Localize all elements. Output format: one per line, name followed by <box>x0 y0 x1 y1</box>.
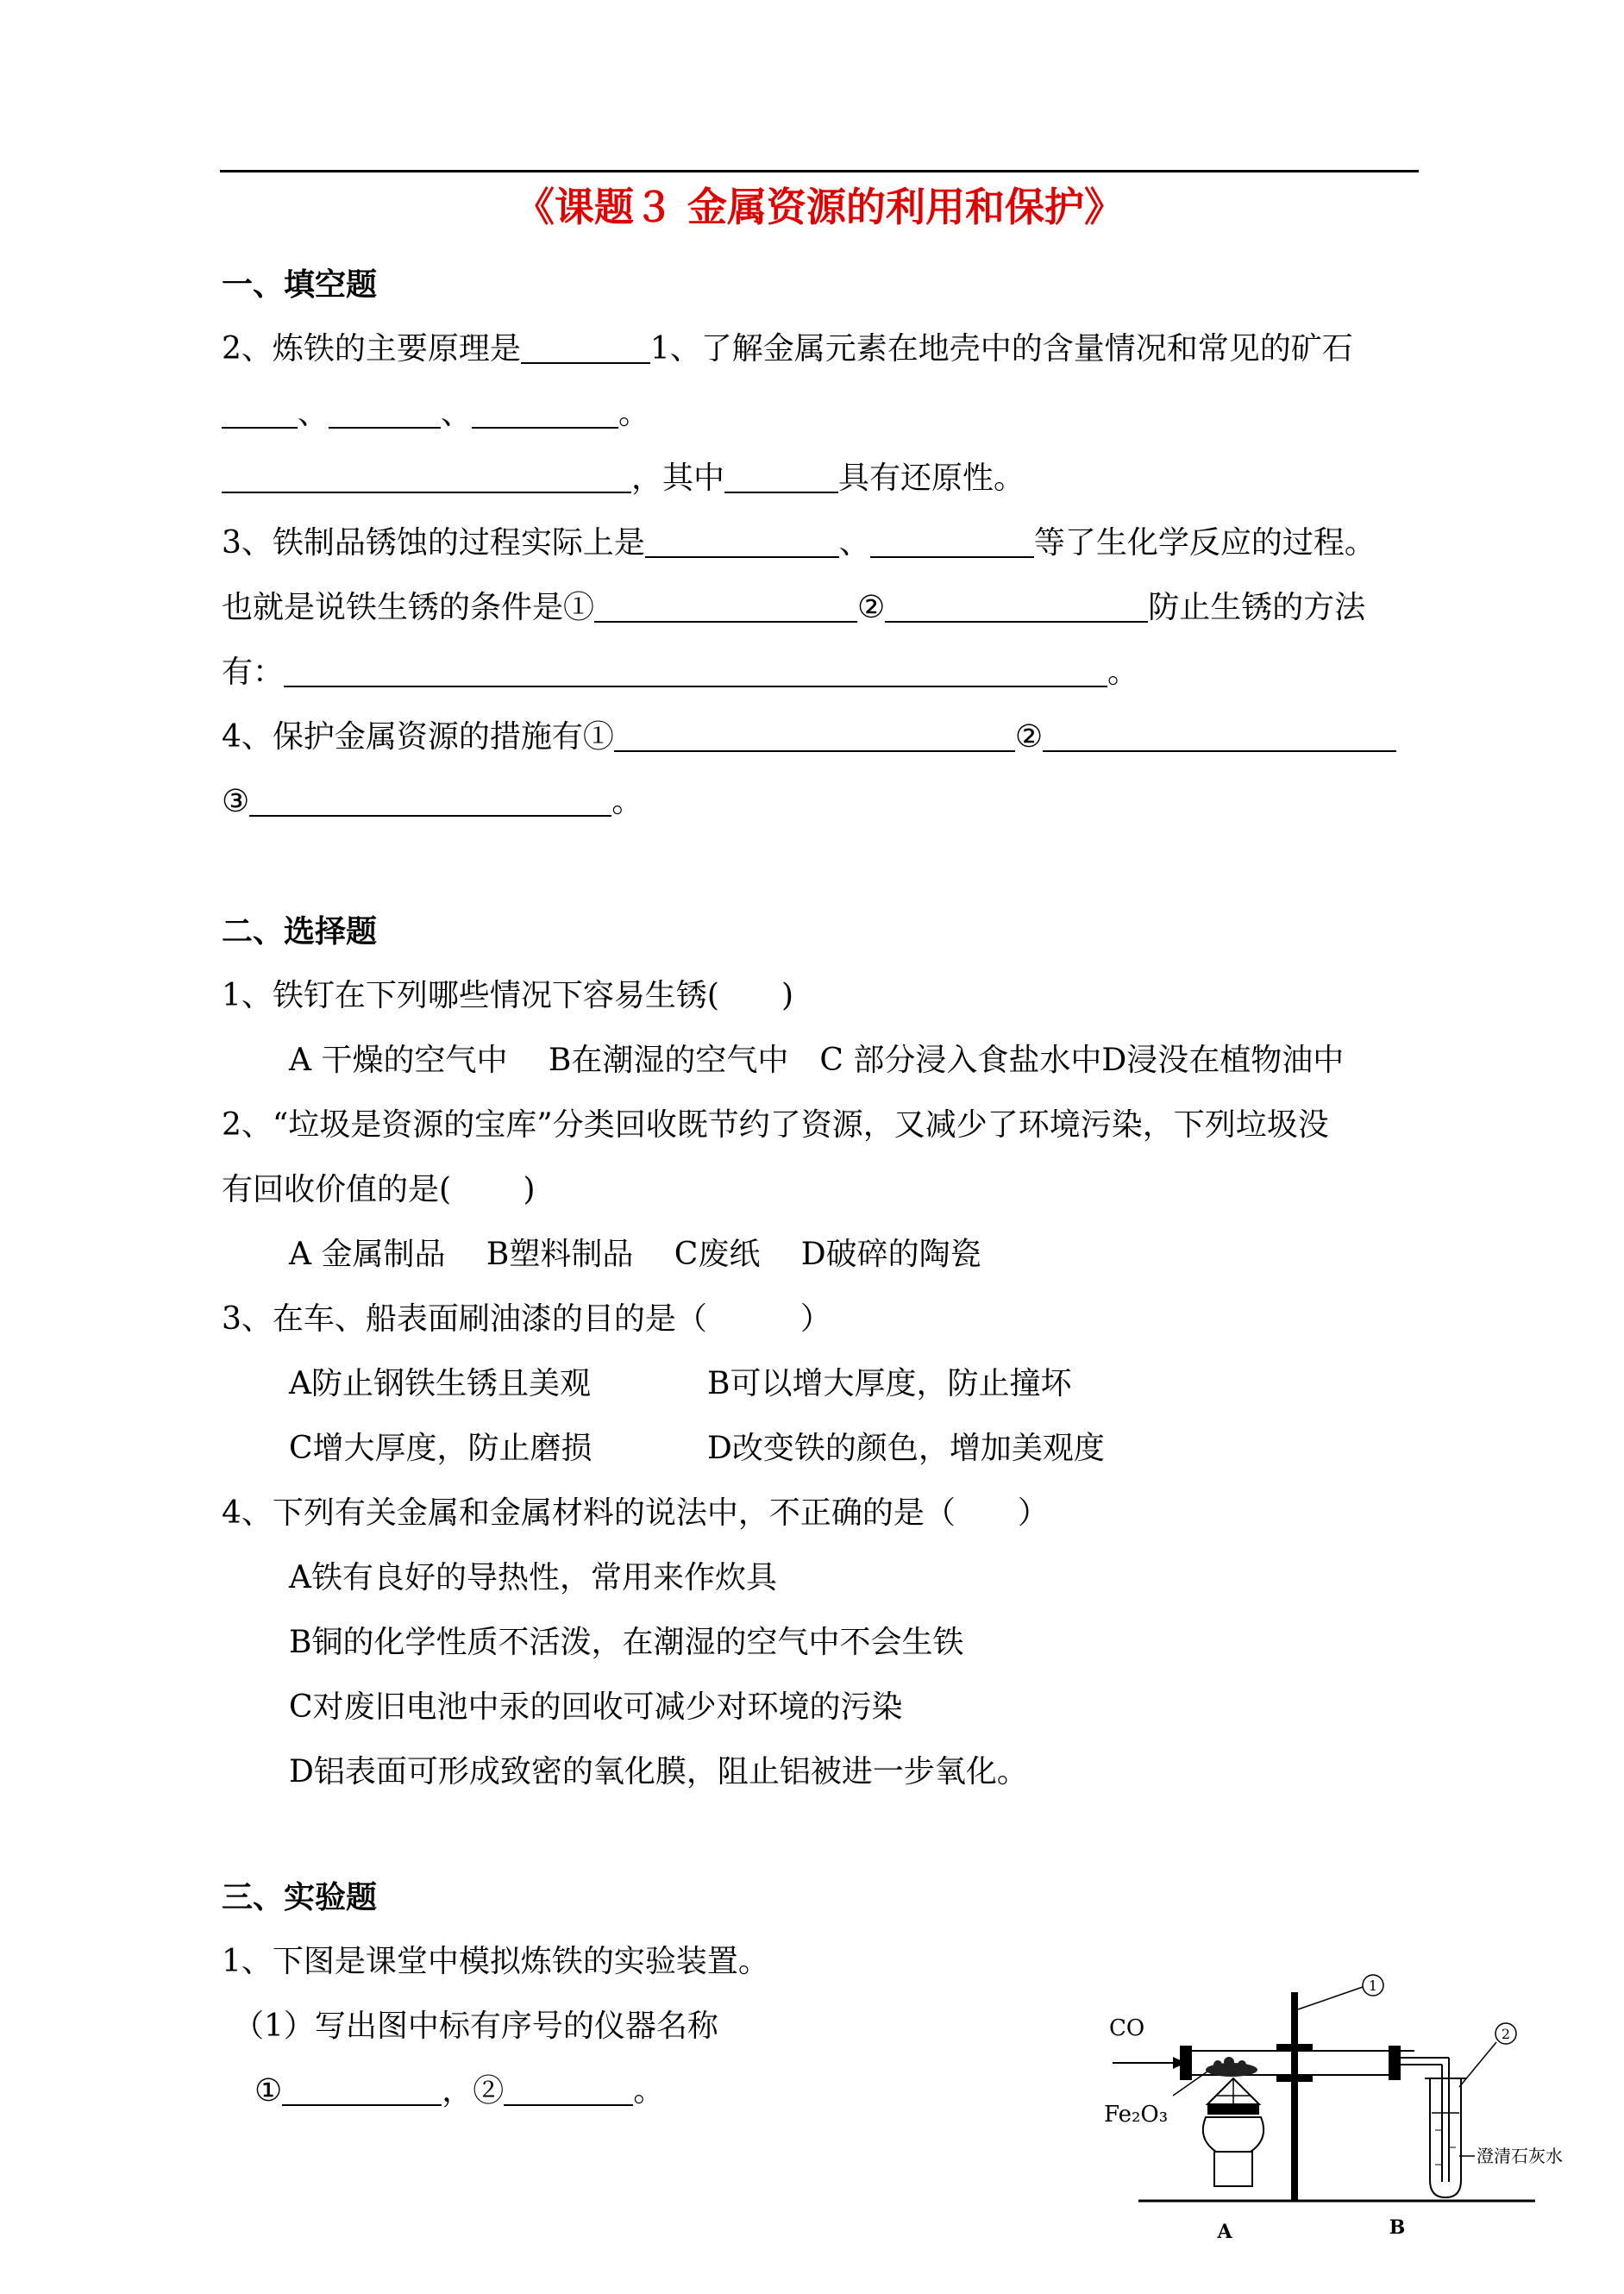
section-heading-experiment: 三、实验题 <box>222 1879 378 1915</box>
label-a: A <box>1217 2221 1232 2243</box>
section-heading-choice: 二、选择题 <box>222 913 378 950</box>
separator: 、 <box>298 396 329 431</box>
question-line <box>222 457 1025 500</box>
section-heading-fill-in: 一、填空题 <box>222 266 378 303</box>
question-line <box>222 522 1376 565</box>
punctuation: 。 <box>611 784 643 819</box>
question-text: （1）写出图中标有序号的仪器名称 <box>233 2009 718 2044</box>
question-line <box>254 2070 664 2113</box>
answer-blank[interactable] <box>594 589 857 624</box>
answer-blank[interactable] <box>521 330 650 365</box>
punctuation: 。 <box>633 2073 665 2109</box>
question-line <box>222 586 1365 630</box>
answer-blank[interactable] <box>222 395 298 429</box>
question-text: 3、铁制品锈蚀的过程实际上是 <box>222 525 645 561</box>
label-number-2: 2 <box>1501 2026 1511 2042</box>
option-b: B铜的化学性质不活泼，在潮湿的空气中不会生铁 <box>289 1625 964 1660</box>
options-text: A 金属制品 B塑料制品 C废纸 D破碎的陶瓷 <box>289 1237 981 1272</box>
answer-blank[interactable] <box>249 783 611 818</box>
label-limewater: 澄清石灰水 <box>1477 2146 1563 2166</box>
separator: ，② <box>442 2073 505 2109</box>
question-text: 有： <box>222 655 285 690</box>
answer-blank[interactable] <box>284 654 1107 688</box>
question-text: 也就是说铁生锈的条件是① <box>222 590 595 625</box>
question-line <box>222 328 1353 371</box>
question-text: 3、在车、船表面刷油漆的目的是（ ） <box>222 1301 831 1337</box>
question-line <box>222 780 643 824</box>
question-line <box>222 716 1396 759</box>
question-text: 1、下图是课堂中模拟炼铁的实验装置。 <box>222 1944 769 1979</box>
answer-blank[interactable] <box>282 2072 442 2107</box>
question-text: 具有还原性。 <box>838 461 1025 496</box>
question-text: 4、下列有关金属和金属材料的说法中，不正确的是（ ） <box>222 1495 1049 1531</box>
answer-blank[interactable] <box>885 589 1148 624</box>
marker: ② <box>857 590 886 625</box>
page-title: 《课题３ 金属资源的利用和保护》 <box>514 184 1124 230</box>
marker: ② <box>1014 719 1044 755</box>
option-c: C增大厚度，防止磨损 <box>289 1431 593 1466</box>
question-text: 有回收价值的是( ) <box>222 1172 536 1207</box>
question-text: 等了生化学反应的过程。 <box>1033 525 1376 561</box>
marker: ① <box>254 2073 283 2109</box>
label-co: CO <box>1109 2015 1145 2041</box>
question-text: 1、铁钉在下列哪些情况下容易生锈( ) <box>222 978 793 1013</box>
question-text: 1、了解金属元素在地壳中的含量情况和常见的矿石 <box>649 331 1353 367</box>
answer-blank[interactable] <box>614 718 1015 753</box>
marker: ③ <box>222 784 250 819</box>
answer-blank[interactable] <box>1043 718 1396 753</box>
punctuation: 。 <box>618 396 650 431</box>
answer-blank[interactable] <box>329 395 441 429</box>
option-c: C对废旧电池中汞的回收可减少对环境的污染 <box>289 1689 903 1725</box>
question-text: 2、“垃圾是资源的宝库”分类回收既节约了资源，又减少了环境污染，下列垃圾没 <box>222 1107 1329 1143</box>
answer-blank[interactable] <box>870 524 1034 559</box>
option-d: D改变铁的颜色，增加美观度 <box>707 1431 1105 1466</box>
options-text: A 干燥的空气中 B在潮湿的空气中 C 部分浸入食盐水中D浸没在植物油中 <box>289 1043 1345 1078</box>
header-rule <box>220 170 1419 172</box>
label-b: B <box>1389 2216 1406 2239</box>
option-a: A铁有良好的导热性，常用来作炊具 <box>289 1560 777 1595</box>
punctuation: 。 <box>1107 655 1139 690</box>
answer-blank[interactable] <box>472 395 618 429</box>
separator: 、 <box>441 396 473 431</box>
label-fe2o3: Fe₂O₃ <box>1104 2102 1169 2128</box>
answer-blank[interactable] <box>645 524 839 559</box>
option-a: A防止钢铁生锈且美观 <box>289 1366 591 1401</box>
answer-blank[interactable] <box>222 460 631 494</box>
question-text: 4、保护金属资源的措施有① <box>222 719 614 755</box>
label-number-1: 1 <box>1368 1977 1378 1994</box>
answer-blank[interactable] <box>504 2072 633 2107</box>
question-line <box>222 651 1138 694</box>
smelting-apparatus-diagram <box>1104 1975 1563 2260</box>
question-text: 2、炼铁的主要原理是 <box>222 331 521 367</box>
separator: 、 <box>838 525 870 561</box>
question-line <box>222 392 649 436</box>
option-b: B可以增大厚度，防止撞坏 <box>707 1366 1072 1401</box>
answer-blank[interactable] <box>724 460 838 494</box>
question-text: 防止生锈的方法 <box>1148 590 1366 625</box>
option-d: D铝表面可形成致密的氧化膜，阻止铝被进一步氧化。 <box>289 1754 1028 1789</box>
question-text: ，其中 <box>631 461 725 496</box>
